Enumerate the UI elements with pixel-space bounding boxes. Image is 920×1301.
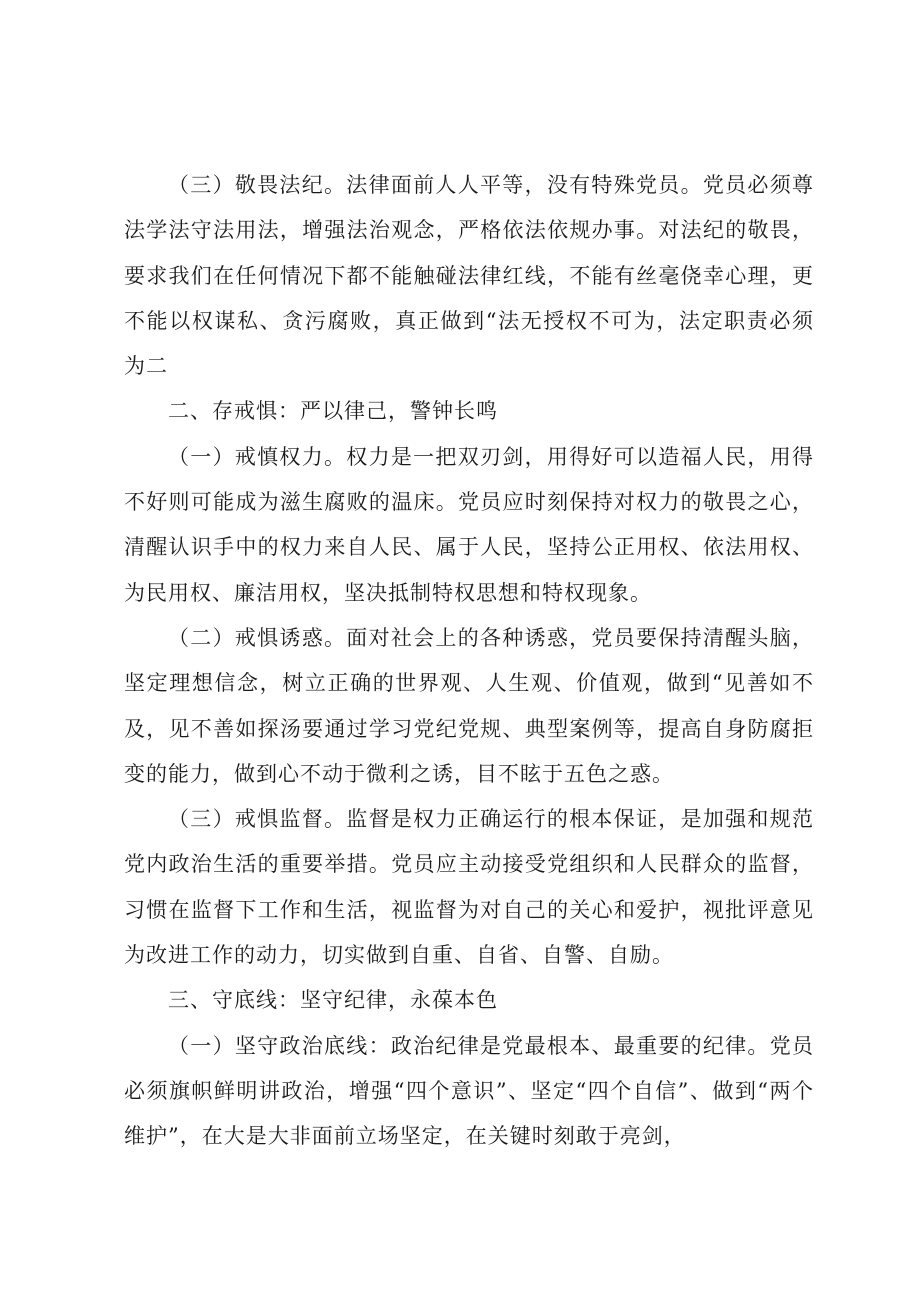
paragraph-caution-power: （一）戒慎权力。权力是一把双刃剑，用得好可以造福人民，用得不好则可能成为滋生腐败的温床。党员应时刻保持对权力的敬畏之心，清醒认识手中的权力来自人民、属于人民，坚持公正用权、依法用权、为民用权、廉洁用权，坚决抵制特权思想和特权现象。 <box>124 444 814 605</box>
paragraph-political-bottom-line: （一）坚守政治底线：政治纪律是党最根本、最重要的纪律。党员必须旗帜鲜明讲政治，增强“四个意识”、坚定“四个自信”、做到“两个维护”，在大是大非面前立场坚定，在关键时刻敢于亮剑， <box>124 1033 814 1149</box>
paragraph-caution-supervision: （三）戒惧监督。监督是权力正确运行的根本保证，是加强和规范党内政治生活的重要举措。党员应主动接受党组织和人民群众的监督，习惯在监督下工作和生活，视监督为对自己的关心和爱护，视批评意见为改进工作的动力，切实做到自重、自省、自警、自励。 <box>124 807 814 968</box>
document-body <box>124 163 814 1160</box>
section-heading-2: 二、存戒惧：严以律己，警钟长鸣 <box>168 399 498 424</box>
paragraph-caution-temptation: （二）戒惧诱惑。面对社会上的各种诱惑，党员要保持清醒头脑，坚定理想信念，树立正确的世界观、人生观、价值观，做到“见善如不及，见不善如探汤要通过学习党纪党规、典型案例等，提高自身防腐拒变的能力，做到心不动于微利之诱，目不眩于五色之惑。 <box>124 625 814 786</box>
paragraph-respect-law: （三）敬畏法纪。法律面前人人平等，没有特殊党员。党员必须尊法学法守法用法，增强法治观念，严格依法依规办事。对法纪的敬畏，要求我们在任何情况下都不能触碰法律红线，不能有丝毫侥幸心理，更不能以权谋私、贪污腐败，真正做到“法无授权不可为，法定职责必须为二 <box>124 173 814 379</box>
section-heading-3: 三、守底线：坚守纪律，永葆本色 <box>168 988 498 1013</box>
